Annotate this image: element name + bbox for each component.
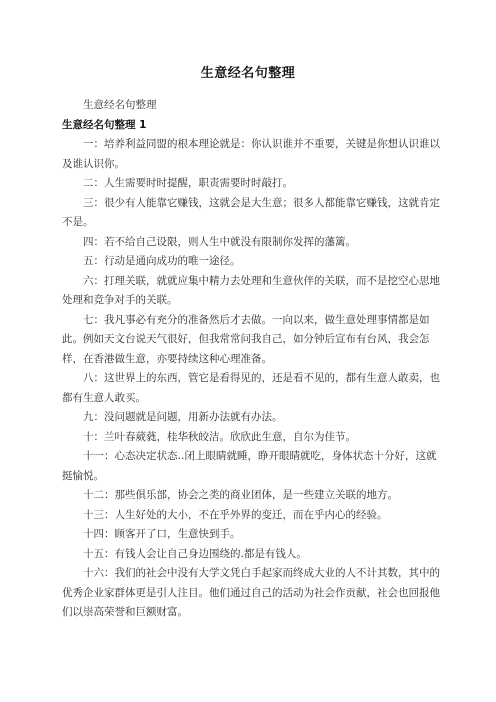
paragraph: 十二：那些俱乐部，协会之类的商业团体，是一些建立关联的地方。	[83, 489, 398, 501]
paragraph: 十五：有钱人会让自己身边围绕的.都是有钱人。	[83, 547, 307, 560]
document-body	[62, 96, 440, 623]
document-title: 生意经名句整理	[200, 66, 296, 81]
intro-line: 生意经名句整理	[83, 99, 157, 111]
section-heading: 生意经名句整理 1	[62, 118, 147, 131]
paragraph: 十四：顾客开了口，生意快到手。	[83, 528, 241, 540]
paragraph: 八：这世界上的东西，管它是看得见的，还是看不见的，都有生意人敢卖，也都有生意人敢买。	[62, 372, 440, 404]
paragraph: 十三：人生好处的大小，不在乎外界的变迁，而在乎内心的经验。	[83, 508, 388, 521]
paragraph: 一：培养利益同盟的根本理论就是：你认识谁并不重要，关键是你想认识谁以及谁认识你。	[62, 138, 440, 170]
paragraph: 三：很少有人能靠它赚钱，这就会是大生意；很多人都能靠它赚钱，这就肯定不是。	[62, 196, 440, 228]
paragraph: 七：我凡事必有充分的准备然后才去做。一向以来，做生意处理事情都是如此。例如天文台说天气很好，但我常常问我自己，如分钟后宣布有台风，我会怎样，在香港做生意，亦要持续这种心理准备。	[62, 313, 430, 365]
paragraph: 十一：心态决定状态‥闭上眼睛就睡，睁开眼睛就吃，身体状态十分好，这就挺愉悦。	[62, 450, 437, 482]
paragraph: 二：人生需要时时提醒，职责需要时时敲打。	[83, 177, 293, 189]
paragraph: 五：行动是通向成功的唯一途径。	[83, 255, 241, 267]
paragraph: 四：若不给自己设限，则人生中就没有限制你发挥的藩篱。	[83, 235, 356, 248]
paragraph: 十六：我们的社会中没有大学文凭白手起家而终成大业的人不计其数，其中的优秀企业家群体更是引人注目。他们通过自己的活动为社会作贡献，社会也回报他们以崇高荣誉和巨额财富。	[62, 567, 440, 618]
paragraph: 六：打理关联，就就应集中精力去处理和生意伙伴的关联，而不是挖空心思地处理和竞争对手的关联。	[62, 274, 440, 306]
paragraph: 九：没问题就是问题，用新办法就有办法。	[83, 411, 283, 423]
paragraph: 十：兰叶春葳蕤，桂华秋皎洁。欣欣此生意，自尔为佳节。	[83, 430, 356, 443]
